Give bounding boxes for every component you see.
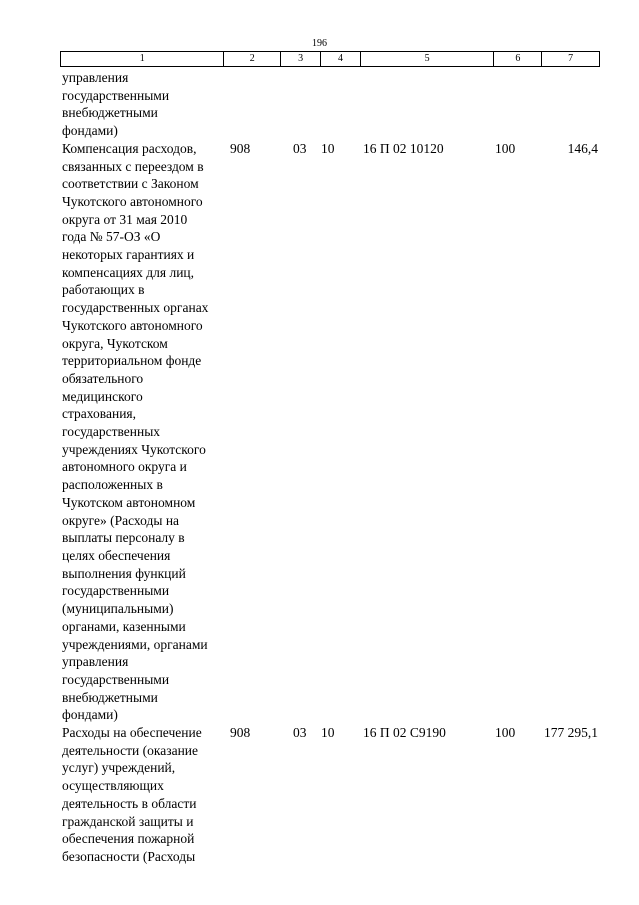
description-line: компенсациях для лиц, [62, 264, 195, 280]
description-line: управления [62, 654, 129, 670]
row-admin-code [224, 69, 281, 140]
description-line: выполнения функций [62, 565, 186, 581]
table-header [60, 51, 600, 67]
description-line: управления [62, 70, 129, 85]
description-line: услуг) учреждений, [62, 760, 176, 776]
page-number: 196 [312, 38, 327, 49]
row-section-code: 03 [293, 725, 307, 741]
description-line: некоторых гарантиях и [62, 247, 195, 263]
description-line: фондами) [62, 707, 118, 723]
row-section-code: 03 [293, 140, 307, 156]
description-line: учреждениями, органами [62, 636, 208, 652]
description-line: государственными [62, 87, 170, 103]
header-col-3: 3 [281, 52, 321, 66]
description-line: фондами) [62, 123, 118, 139]
row-subsection-code: 10 [321, 140, 335, 156]
description-line: государственными [62, 583, 170, 599]
header-col-4: 4 [321, 52, 361, 66]
row-subsection-code: 10 [321, 725, 335, 741]
header-col-2: 2 [224, 52, 281, 66]
description-line: деятельности (оказание [62, 742, 199, 758]
table-row [60, 724, 600, 866]
description-line: внебюджетными [62, 105, 158, 121]
row-amount: 146,4 [567, 140, 598, 156]
description-line: целях обеспечения [62, 547, 171, 563]
description-line: года № 57-ОЗ «О [62, 229, 161, 245]
header-col-5: 5 [361, 52, 495, 66]
row-admin-code: 908 [230, 140, 251, 156]
row-description [60, 140, 224, 724]
description-line: территориальном фонде [62, 353, 202, 369]
description-line: медицинского [62, 388, 143, 404]
row-subsection-code [321, 69, 361, 140]
table-row [60, 69, 600, 140]
row-description [60, 724, 224, 866]
description-line: обеспечения пожарной [62, 831, 195, 847]
description-line: Чукотского автономного [62, 317, 203, 333]
row-amount: 177 295,1 [544, 725, 598, 741]
description-line: учреждениях Чукотского [62, 441, 206, 457]
header-col-6: 6 [494, 52, 542, 66]
description-line: страхования, [62, 406, 137, 422]
row-amount [543, 69, 600, 140]
header-col-7: 7 [568, 53, 574, 64]
row-expense-type [495, 69, 543, 140]
description-line: округе» (Расходы на [62, 512, 180, 528]
row-admin-code: 908 [230, 725, 251, 741]
description-line: округа, Чукотском [62, 335, 168, 351]
description-line: государственных органах [62, 300, 209, 316]
row-expense-type: 100 [495, 140, 516, 156]
row-target-article: 16 П 02 10120 [363, 140, 444, 156]
description-line: округа от 31 мая 2010 [62, 211, 188, 227]
row-section-code [281, 69, 321, 140]
header-col-1: 1 [61, 52, 224, 66]
description-line: внебюджетными [62, 689, 158, 705]
description-line: гражданской защиты и [62, 813, 194, 829]
description-line: расположенных в [62, 477, 163, 493]
row-description [60, 69, 224, 140]
row-target-article: 16 П 02 С9190 [363, 725, 446, 741]
description-line: Компенсация расходов, [62, 140, 197, 156]
description-line: безопасности (Расходы [62, 848, 196, 864]
description-line: автономного округа и [62, 459, 187, 475]
row-expense-type: 100 [495, 725, 516, 741]
description-line: государственными [62, 671, 170, 687]
table-row [60, 140, 600, 724]
description-line: Чукотском автономном [62, 494, 196, 510]
description-line: органами, казенными [62, 618, 186, 634]
row-target-article [361, 69, 495, 140]
table-body [60, 69, 600, 866]
description-line: осуществляющих [62, 778, 164, 794]
description-line: соответствии с Законом [62, 176, 199, 192]
description-line: обязательного [62, 370, 144, 386]
description-line: Расходы на обеспечение [62, 725, 202, 741]
description-line: связанных с переездом в [62, 158, 204, 174]
description-line: государственных [62, 424, 161, 440]
description-line: работающих в [62, 282, 145, 298]
description-line: выплаты персоналу в [62, 530, 185, 546]
description-line: деятельность в области [62, 795, 197, 811]
description-line: (муниципальными) [62, 601, 174, 617]
description-line: Чукотского автономного [62, 193, 203, 209]
